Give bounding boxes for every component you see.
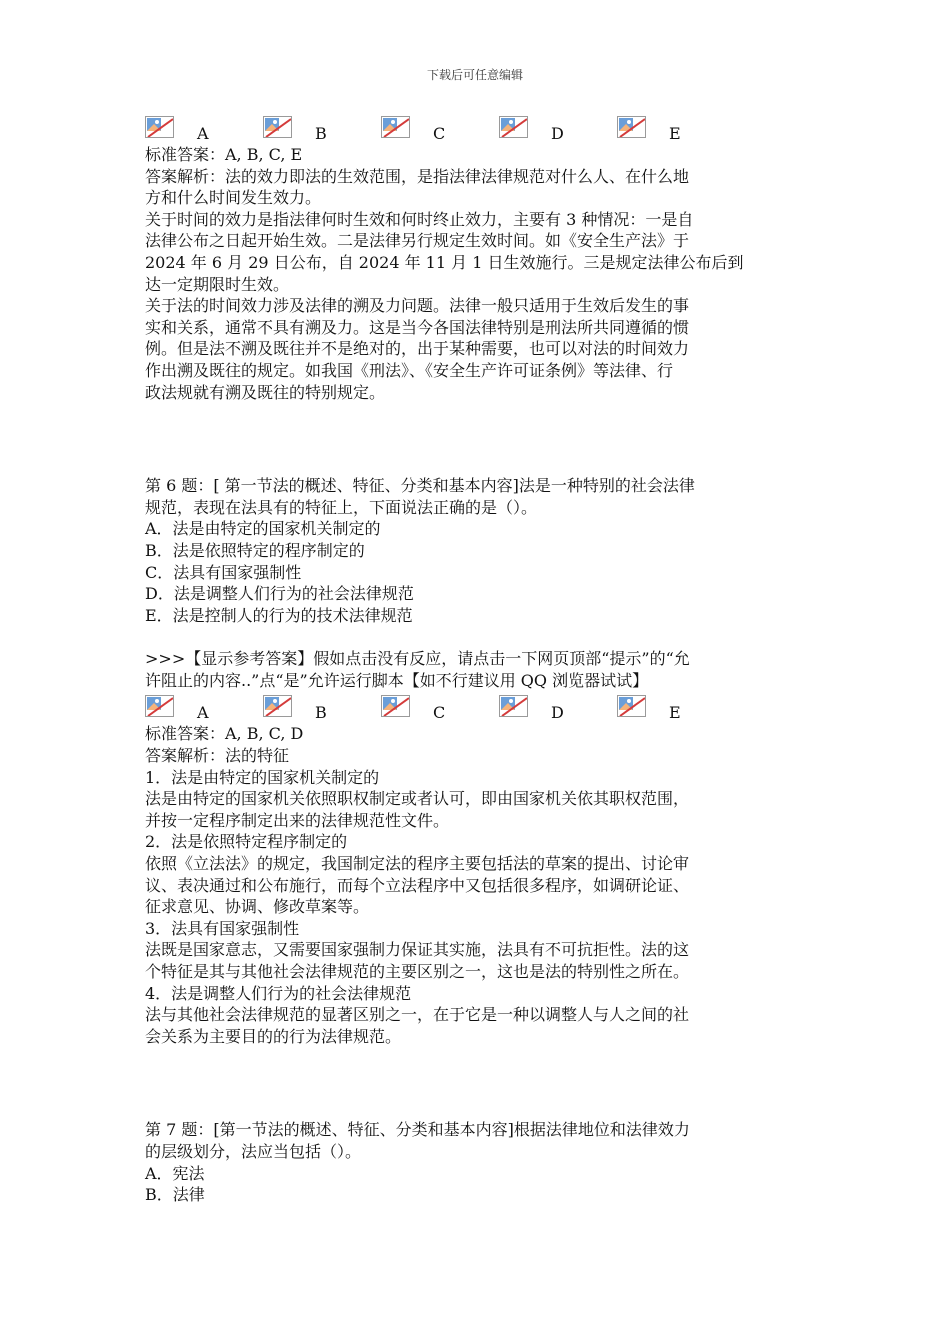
analysis-line: 1．法是由特定的国家机关制定的	[145, 767, 380, 787]
broken-image-icon	[617, 116, 646, 138]
analysis-line: 议、表决通过和公布施行，而每个立法程序中又包括很多程序，如调研论证、	[145, 875, 690, 895]
question-text: 第 6 题：[ 第一节法的概述、特征、分类和基本内容]法是一种特别的社会法律	[145, 476, 695, 496]
analysis-line: 2024 年 6 月 29 日公布，自 2024 年 11 月 1 日生效施行。三是规定法律公布后到	[145, 252, 744, 272]
option-label: D	[551, 124, 564, 143]
analysis-line: 依照《立法法》的规定，我国制定法的程序主要包括法的草案的提出、讨论审	[145, 854, 690, 874]
analysis-line: 2．法是依照特定程序制定的	[145, 832, 348, 852]
broken-image-icon	[381, 695, 410, 717]
broken-image-icon	[263, 116, 292, 138]
choice-e: E．法是控制人的行为的技术法律规范	[145, 605, 413, 625]
broken-image-icon	[617, 695, 646, 717]
choice-b: B．法是依照特定的程序制定的	[145, 540, 365, 560]
choice-a: A．法是由特定的国家机关制定的	[145, 519, 381, 539]
analysis-line: 方和什么时间发生效力。	[145, 188, 322, 208]
question-text: 规范，表现在法具有的特征上，下面说法正确的是（）。	[145, 497, 538, 517]
option-label: B	[315, 124, 327, 143]
analysis-line: 关于时间的效力是指法律何时生效和何时终止效力，主要有 3 种情况：一是自	[145, 209, 694, 229]
document-body	[145, 112, 810, 1206]
analysis-line: 答案解析：法的特征	[145, 746, 290, 766]
analysis-line: 政法规就有溯及既往的特别规定。	[145, 382, 386, 402]
option-label: A	[197, 124, 209, 143]
answer-options-row	[145, 112, 810, 144]
broken-image-icon	[499, 695, 528, 717]
choice-d: D．法是调整人们行为的社会法律规范	[145, 584, 414, 604]
analysis-line: 征求意见、协调、修改草案等。	[145, 897, 370, 917]
option-label: C	[433, 703, 446, 723]
option-label: D	[551, 703, 564, 723]
page-header: 下载后可任意编辑	[426, 68, 523, 82]
broken-image-icon	[145, 116, 174, 138]
choice-b: B．法律	[145, 1185, 205, 1205]
analysis-line: 法律公布之日起开始生效。二是法律另行规定生效时间。如《安全生产法》于	[145, 231, 690, 251]
option-label: E	[669, 703, 681, 723]
option-label: A	[197, 703, 209, 723]
show-answer-link[interactable]: >>>【显示参考答案】假如点击没有反应，请点击一下网页顶部“提示”的“允	[145, 649, 690, 669]
analysis-line: 答案解析：法的效力即法的生效范围，是指法律法律规范对什么人、在什么地	[145, 166, 690, 186]
option-label: B	[315, 703, 327, 723]
broken-image-icon	[145, 695, 174, 717]
analysis-line: 法与其他社会法律规范的显著区别之一，在于它是一种以调整人与人之间的社	[145, 1005, 690, 1025]
analysis-line: 3．法具有国家强制性	[145, 918, 300, 938]
question-text: 的层级划分，法应当包括（）。	[145, 1141, 362, 1161]
analysis-line: 关于法的时间效力涉及法律的溯及力问题。法律一般只适用于生效后发生的事	[145, 296, 690, 316]
analysis-line: 会关系为主要目的的行为法律规范。	[145, 1026, 402, 1046]
analysis-line: 作出溯及既往的规定。如我国《刑法》、《安全生产许可证条例》等法律、行	[145, 360, 674, 380]
analysis-line: 实和关系，通常不具有溯及力。这是当今各国法律特别是刑法所共同遵循的惯	[145, 317, 690, 337]
broken-image-icon	[263, 695, 292, 717]
analysis-line: 并按一定程序制定出来的法律规范性文件。	[145, 810, 450, 830]
answer-options-row	[145, 691, 810, 723]
standard-answer: 标准答案：A, B, C, D	[145, 724, 304, 744]
show-answer-hint: 许阻止的内容..”点“是”允许运行脚本【如不行建议用 QQ 浏览器试试】	[145, 670, 649, 690]
option-label: C	[433, 124, 446, 143]
analysis-line: 4．法是调整人们行为的社会法律规范	[145, 983, 412, 1003]
option-label: E	[669, 124, 681, 143]
analysis-line: 法是由特定的国家机关依照职权制定或者认可，即由国家机关依其职权范围，	[145, 789, 690, 809]
analysis-line: 例。但是法不溯及既往并不是绝对的，出于某种需要，也可以对法的时间效力	[145, 339, 690, 359]
choice-c: C．法具有国家强制性	[145, 562, 302, 582]
broken-image-icon	[381, 116, 410, 138]
choice-a: A．宪法	[145, 1163, 205, 1183]
analysis-line: 个特征是其与其他社会法律规范的主要区别之一，这也是法的特别性之所在。	[145, 962, 690, 981]
broken-image-icon	[499, 116, 528, 138]
question-text: 第 7 题：[第一节法的概述、特征、分类和基本内容]根据法律地位和法律效力	[145, 1120, 690, 1140]
analysis-line: 达一定期限时生效。	[145, 274, 290, 294]
analysis-line: 法既是国家意志，又需要国家强制力保证其实施，法具有不可抗拒性。法的这	[145, 940, 690, 960]
standard-answer: 标准答案：A, B, C, E	[145, 145, 303, 164]
